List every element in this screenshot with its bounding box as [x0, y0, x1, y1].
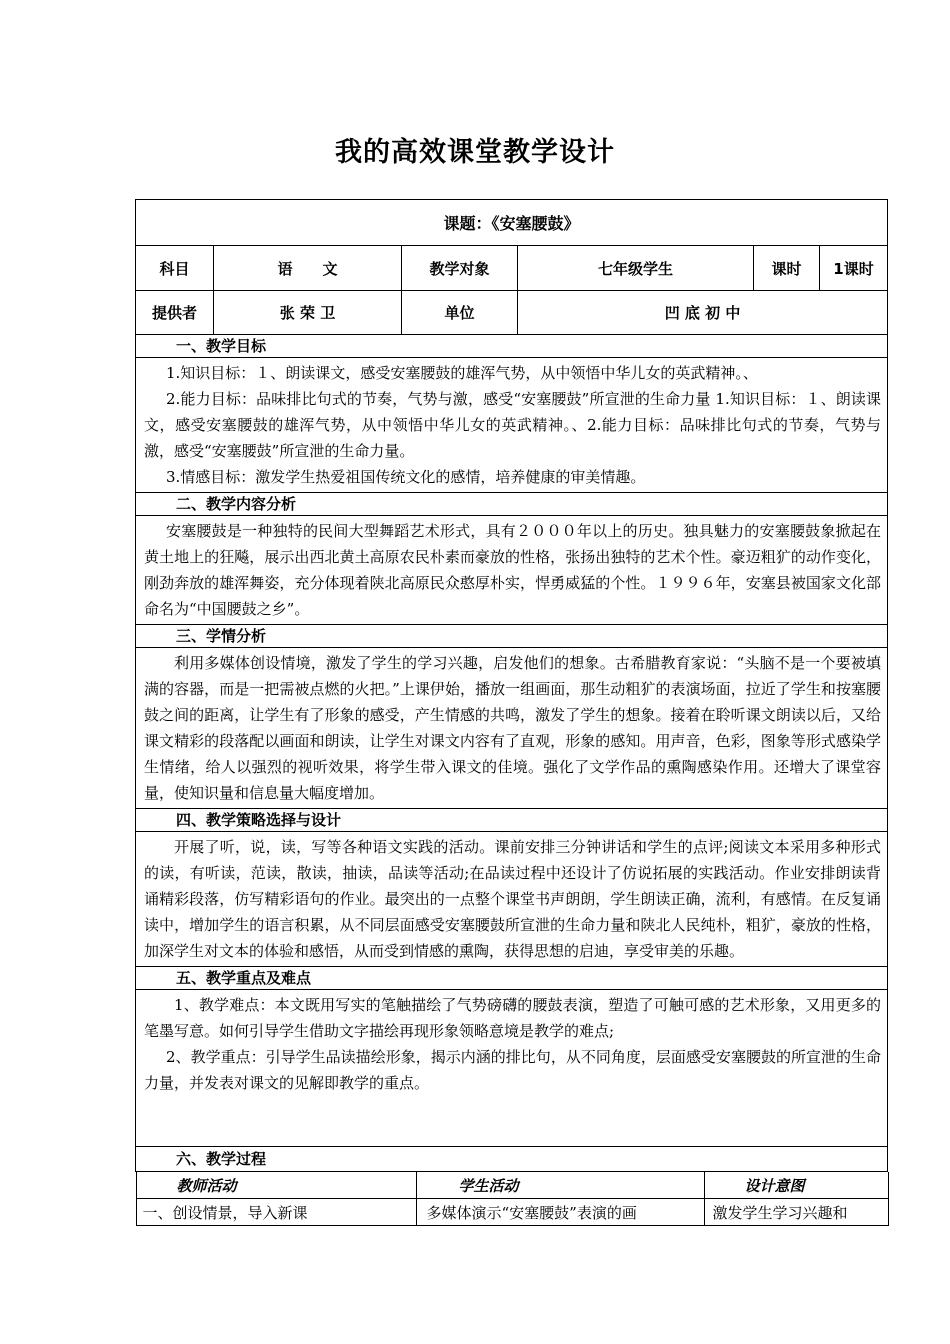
- section-heading-goals: 一、教学目标: [136, 335, 888, 358]
- lesson-plan-table: [135, 199, 888, 1226]
- section-heading-process: 六、教学过程: [136, 1147, 888, 1172]
- info-row-subject: [136, 246, 888, 291]
- lesson-topic: 课题：《安塞腰鼓》: [136, 200, 888, 246]
- section-body-keypoints: [136, 990, 888, 1147]
- provider-value: 张 荣 卫: [214, 291, 402, 335]
- unit-value: 凹 底 初 中: [518, 291, 888, 335]
- hours-label: 课时: [754, 246, 820, 291]
- column-header-student: 学生活动: [416, 1172, 704, 1199]
- table-row: [136, 1199, 888, 1226]
- keypoints-paragraph-2: 2、教学重点：引导学生品读描绘形象，揭示内涵的排比句，从不同角度，层面感受安塞腰鼓的所宣泄的生命力量，并发表对课文的见解即教学的重点。: [144, 1048, 882, 1092]
- section-body-learners: [136, 648, 888, 809]
- process-header-row: [136, 1172, 888, 1199]
- section-body-content: [136, 516, 888, 625]
- keypoints-paragraph-1: 1、教学难点：本文既用写实的笔触描绘了气势磅礴的腰鼓表演，塑造了可触可感的艺术形象，又用更多的笔墨写意。如何引导学生借助文字描绘再现形象领略意境是教学的难点;: [144, 996, 882, 1040]
- goals-paragraph-3: 3.情感目标：激发学生热爱祖国传统文化的感情，培养健康的审美情趣。: [166, 468, 646, 486]
- subject-label: 科目: [136, 246, 214, 291]
- section-heading-learners: 三、学情分析: [136, 625, 888, 648]
- audience-value: 七年级学生: [518, 246, 754, 291]
- learners-paragraph-1: 利用多媒体创设情境，激发了学生的学习兴趣，启发他们的想象。古希腊教育家说：“头脑不是一个要被填满的容器，而是一把需被点燃的火把。”上课伊始，播放一组画面，那生动粗犷的表演场面，拉近了学生和按塞腰鼓之间的距离，让学生有了形象的感受，产生情感的共鸣，激发了学生的想象。接着在聆听课文朗读以后，又给课文精彩的段落配以画面和朗读，让学生对课文内容有了直观，形象的感知。用声音，色彩，图象等形式感染学生情绪，给人以强烈的视听效果，将学生带入课文的佳境。强化了文学作品的熏陶感染作用。还增大了课堂容量，使知识量和信息量大幅度增加。: [144, 654, 882, 802]
- audience-label: 教学对象: [402, 246, 518, 291]
- process-cell-intent: 激发学生学习兴趣和: [704, 1199, 888, 1226]
- column-header-teacher: 教师活动: [136, 1172, 416, 1199]
- section-heading-content: 二、教学内容分析: [136, 493, 888, 516]
- strategy-paragraph-1: 开展了听，说，读，写等各种语文实践的活动。课前安排三分钟讲话和学生的点评;阅读文本采用多种形式的读，有听读，范读，散读，抽读，品读等活动;在品读过程中还设计了仿说拓展的实践活动。作业安排朗读背诵精彩段落，仿写精彩语句的作业。最突出的一点整个课堂书声朗朗，学生朗读正确，流利，有感情。在反复诵读中，增加学生的语言积累，从不同层面感受安塞腰鼓所宣泄的生命力量和陕北人民纯朴，粗犷，豪放的性格，加深学生对文本的体验和感悟，从而受到情感的熏陶，获得思想的启迪，享受审美的乐趣。: [144, 838, 882, 960]
- provider-label: 提供者: [136, 291, 214, 335]
- unit-label: 单位: [402, 291, 518, 335]
- column-header-intent: 设计意图: [704, 1172, 888, 1199]
- process-cell-student: 多媒体演示“安塞腰鼓”表演的画: [416, 1199, 704, 1226]
- section-body-goals: [136, 358, 888, 493]
- info-row-provider: [136, 291, 888, 335]
- hours-value: 1课时: [820, 246, 888, 291]
- goals-paragraph-1: 1.知识目标：１、朗读课文，感受安塞腰鼓的雄浑气势，从中领悟中华儿女的英武精神。、: [166, 364, 758, 382]
- section-heading-keypoints: 五、教学重点及难点: [136, 967, 888, 990]
- section-heading-strategy: 四、教学策略选择与设计: [136, 809, 888, 832]
- content-paragraph-1: 安塞腰鼓是一种独特的民间大型舞蹈艺术形式，具有２０００年以上的历史。独具魅力的安塞腰鼓象掀起在黄土地上的狂飚，展示出西北黄土高原农民朴素而豪放的性格，张扬出独特的艺术个性。豪迈粗犷的动作变化，刚劲奔放的雄浑舞姿，充分体现着陕北高原民众憨厚朴实，悍勇威猛的个性。１９９６年，安塞县被国家文化部命名为“中国腰鼓之乡”。: [144, 522, 882, 618]
- process-cell-teacher: 一、创设情景，导入新课: [136, 1199, 416, 1226]
- goals-paragraph-2: 2.能力目标：品味排比句式的节奏，气势与激，感受“安塞腰鼓”所宣泄的生命力量 1.知识目标：１、朗读课文，感受安塞腰鼓的雄浑气势，从中领悟中华儿女的英武精神。、2.能力目标：品味排比句式的节奏，气势与激，感受“安塞腰鼓”所宣泄的生命力量。: [144, 390, 882, 460]
- subject-value: 语 文: [214, 246, 402, 291]
- process-table: [136, 1172, 889, 1226]
- section-body-strategy: [136, 832, 888, 967]
- page-title: 我的高效课堂教学设计: [335, 137, 615, 168]
